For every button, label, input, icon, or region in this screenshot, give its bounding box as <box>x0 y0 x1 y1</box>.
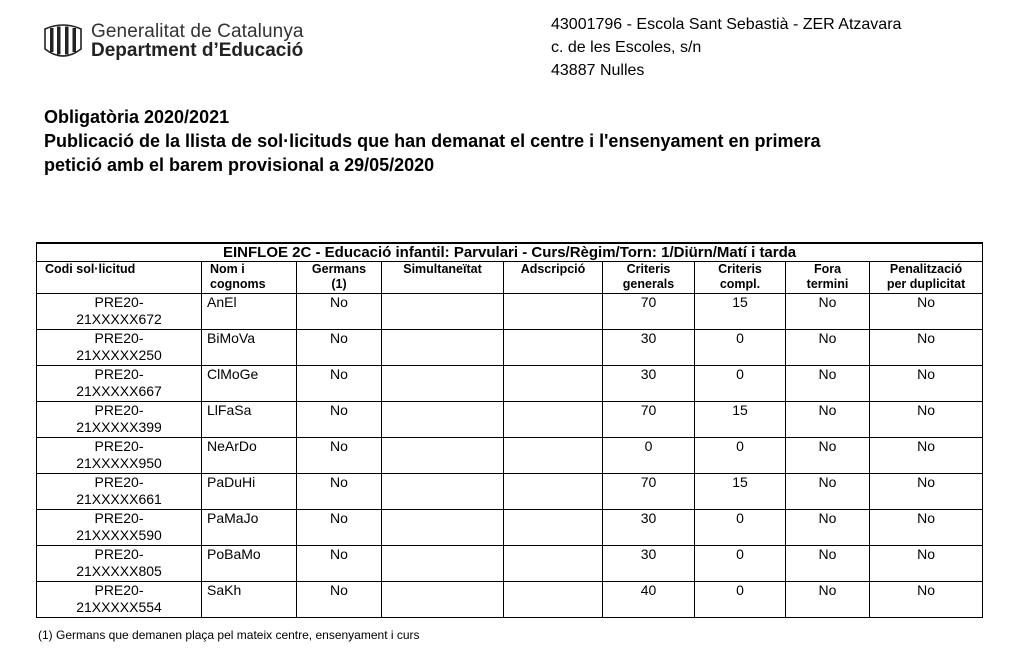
header-sublabel: compl. <box>719 277 761 291</box>
department-name: Department d’Educació <box>91 40 304 61</box>
request-code <box>37 582 202 618</box>
org-name: Generalitat de Catalunya <box>91 21 304 42</box>
school-city: 43887 Nulles <box>551 62 645 79</box>
table-row <box>37 402 983 438</box>
fora-termini-value: No <box>786 366 870 402</box>
germans-value: No <box>297 438 382 474</box>
applicant-name: AnEl <box>202 294 297 330</box>
header-label: Adscripció <box>520 262 586 276</box>
adscripcio-value <box>504 510 603 546</box>
penalitzacio-value: No <box>870 402 983 438</box>
table-row <box>37 366 983 402</box>
col-germans-header <box>297 262 382 294</box>
col-criteris-generals-header <box>603 262 695 294</box>
germans-value: No <box>297 474 382 510</box>
criteris-compl-value: 0 <box>695 546 786 582</box>
header-sublabel: (1) <box>331 277 347 291</box>
header-sublabel: cognoms <box>210 277 266 291</box>
table-row <box>37 438 983 474</box>
request-code-prefix: PRE20- <box>94 330 144 346</box>
request-code <box>37 438 202 474</box>
criteris-compl-value: 0 <box>695 438 786 474</box>
col-adscripcio-header <box>504 262 603 294</box>
col-penalitzacio-header <box>870 262 983 294</box>
germans-value: No <box>297 294 382 330</box>
criteris-compl-value: 0 <box>695 510 786 546</box>
footnote: (1) Germans que demanen plaça pel mateix centre, ensenyament i curs <box>38 628 420 642</box>
header-label: Criteris <box>626 262 671 276</box>
criteris-compl-value: 15 <box>695 474 786 510</box>
applicant-name: PaDuHi <box>202 474 297 510</box>
applicant-name: NeArDo <box>202 438 297 474</box>
request-code-suffix: 21XXXXX950 <box>76 455 162 471</box>
school-name: 43001796 - Escola Sant Sebastià - ZER Atzavara <box>551 16 902 33</box>
germans-value: No <box>297 330 382 366</box>
header-label: Fora <box>813 262 842 276</box>
generalitat-logo <box>44 22 304 60</box>
criteris-generals-value: 30 <box>603 366 695 402</box>
request-code <box>37 330 202 366</box>
fora-termini-value: No <box>786 438 870 474</box>
request-code <box>37 366 202 402</box>
penalitzacio-value: No <box>870 510 983 546</box>
header-label: Nom i <box>210 262 245 276</box>
simultaneitat-value <box>382 510 504 546</box>
header-sublabel: per duplicitat <box>886 277 966 291</box>
table-row <box>37 546 983 582</box>
fora-termini-value: No <box>786 402 870 438</box>
adscripcio-value <box>504 402 603 438</box>
request-code <box>37 402 202 438</box>
request-code-prefix: PRE20- <box>94 294 144 310</box>
document-title <box>44 105 1004 177</box>
request-code-prefix: PRE20- <box>94 582 144 598</box>
simultaneitat-value <box>382 438 504 474</box>
simultaneitat-value <box>382 582 504 618</box>
title-line-2: Publicació de la llista de sol·licituds que han demanat el centre i l'ensenyament en primera <box>44 131 821 151</box>
fora-termini-value: No <box>786 510 870 546</box>
table-body <box>37 294 983 618</box>
penalitzacio-value: No <box>870 438 983 474</box>
simultaneitat-value <box>382 366 504 402</box>
request-code-suffix: 21XXXXX661 <box>76 491 162 507</box>
criteris-generals-value: 30 <box>603 546 695 582</box>
criteris-compl-value: 0 <box>695 330 786 366</box>
table-row <box>37 294 983 330</box>
request-code <box>37 294 202 330</box>
col-fora-termini-header <box>786 262 870 294</box>
penalitzacio-value: No <box>870 546 983 582</box>
request-code <box>37 510 202 546</box>
request-code-suffix: 21XXXXX667 <box>76 383 162 399</box>
criteris-generals-value: 30 <box>603 330 695 366</box>
criteris-generals-value: 40 <box>603 582 695 618</box>
header-label: Codi sol·licitud <box>45 262 136 276</box>
applications-table <box>36 242 983 618</box>
fora-termini-value: No <box>786 546 870 582</box>
request-code-suffix: 21XXXXX590 <box>76 527 162 543</box>
fora-termini-value: No <box>786 474 870 510</box>
applicant-name: PoBaMo <box>202 546 297 582</box>
title-line-3: petició amb el barem provisional a 29/05/2020 <box>44 155 435 175</box>
request-code <box>37 546 202 582</box>
request-code-suffix: 21XXXXX250 <box>76 347 162 363</box>
criteris-generals-value: 70 <box>603 402 695 438</box>
col-simultaneitat-header <box>382 262 504 294</box>
adscripcio-value <box>504 294 603 330</box>
adscripcio-value <box>504 582 603 618</box>
penalitzacio-value: No <box>870 474 983 510</box>
fora-termini-value: No <box>786 294 870 330</box>
adscripcio-value <box>504 330 603 366</box>
request-code-suffix: 21XXXXX672 <box>76 311 162 327</box>
request-code-prefix: PRE20- <box>94 402 144 418</box>
fora-termini-value: No <box>786 582 870 618</box>
simultaneitat-value <box>382 402 504 438</box>
criteris-generals-value: 70 <box>603 294 695 330</box>
header-sublabel: generals <box>622 277 675 291</box>
request-code-prefix: PRE20- <box>94 546 144 562</box>
header-sublabel: termini <box>806 277 849 291</box>
request-code-prefix: PRE20- <box>94 366 144 382</box>
adscripcio-value <box>504 366 603 402</box>
adscripcio-value <box>504 546 603 582</box>
table-row <box>37 474 983 510</box>
col-name-header <box>202 262 297 294</box>
criteris-generals-value: 0 <box>603 438 695 474</box>
penalitzacio-value: No <box>870 366 983 402</box>
criteris-compl-value: 0 <box>695 582 786 618</box>
germans-value: No <box>297 366 382 402</box>
germans-value: No <box>297 546 382 582</box>
simultaneitat-value <box>382 294 504 330</box>
penalitzacio-value: No <box>870 582 983 618</box>
adscripcio-value <box>504 474 603 510</box>
applicant-name: PaMaJo <box>202 510 297 546</box>
school-street: c. de les Escoles, s/n <box>551 39 702 56</box>
col-criteris-compl-header <box>695 262 786 294</box>
germans-value: No <box>297 402 382 438</box>
request-code-suffix: 21XXXXX805 <box>76 563 162 579</box>
germans-value: No <box>297 582 382 618</box>
applicant-name: LlFaSa <box>202 402 297 438</box>
simultaneitat-value <box>382 546 504 582</box>
adscripcio-value <box>504 438 603 474</box>
header-label: Germans <box>311 262 367 276</box>
header-label: Simultaneïtat <box>403 262 482 276</box>
simultaneitat-value <box>382 330 504 366</box>
applicant-name: SaKh <box>202 582 297 618</box>
criteris-compl-value: 15 <box>695 294 786 330</box>
penalitzacio-value: No <box>870 294 983 330</box>
applicant-name: BiMoVa <box>202 330 297 366</box>
criteris-compl-value: 0 <box>695 366 786 402</box>
header-label: Penalització <box>889 262 963 276</box>
header-label: Criteris <box>718 262 762 276</box>
penalitzacio-value: No <box>870 330 983 366</box>
table-row <box>37 330 983 366</box>
germans-value: No <box>297 510 382 546</box>
generalitat-emblem-icon <box>44 23 82 59</box>
col-code-header <box>37 262 202 294</box>
title-line-1: Obligatòria 2020/2021 <box>44 107 230 127</box>
table-caption: EINFLOE 2C - Educació infantil: Parvulari - Curs/Règim/Torn: 1/Diürn/Matí i tarda <box>37 243 983 262</box>
table-row <box>37 510 983 546</box>
request-code-suffix: 21XXXXX399 <box>76 419 162 435</box>
criteris-generals-value: 70 <box>603 474 695 510</box>
request-code <box>37 474 202 510</box>
request-code-prefix: PRE20- <box>94 438 144 454</box>
applicant-name: ClMoGe <box>202 366 297 402</box>
applications-table-wrap <box>36 242 982 618</box>
criteris-compl-value: 15 <box>695 402 786 438</box>
table-row <box>37 582 983 618</box>
table-header-row <box>37 262 983 294</box>
criteris-generals-value: 30 <box>603 510 695 546</box>
request-code-prefix: PRE20- <box>94 474 144 490</box>
request-code-suffix: 21XXXXX554 <box>76 599 162 615</box>
request-code-prefix: PRE20- <box>94 510 144 526</box>
simultaneitat-value <box>382 474 504 510</box>
fora-termini-value: No <box>786 330 870 366</box>
school-address <box>551 13 901 82</box>
